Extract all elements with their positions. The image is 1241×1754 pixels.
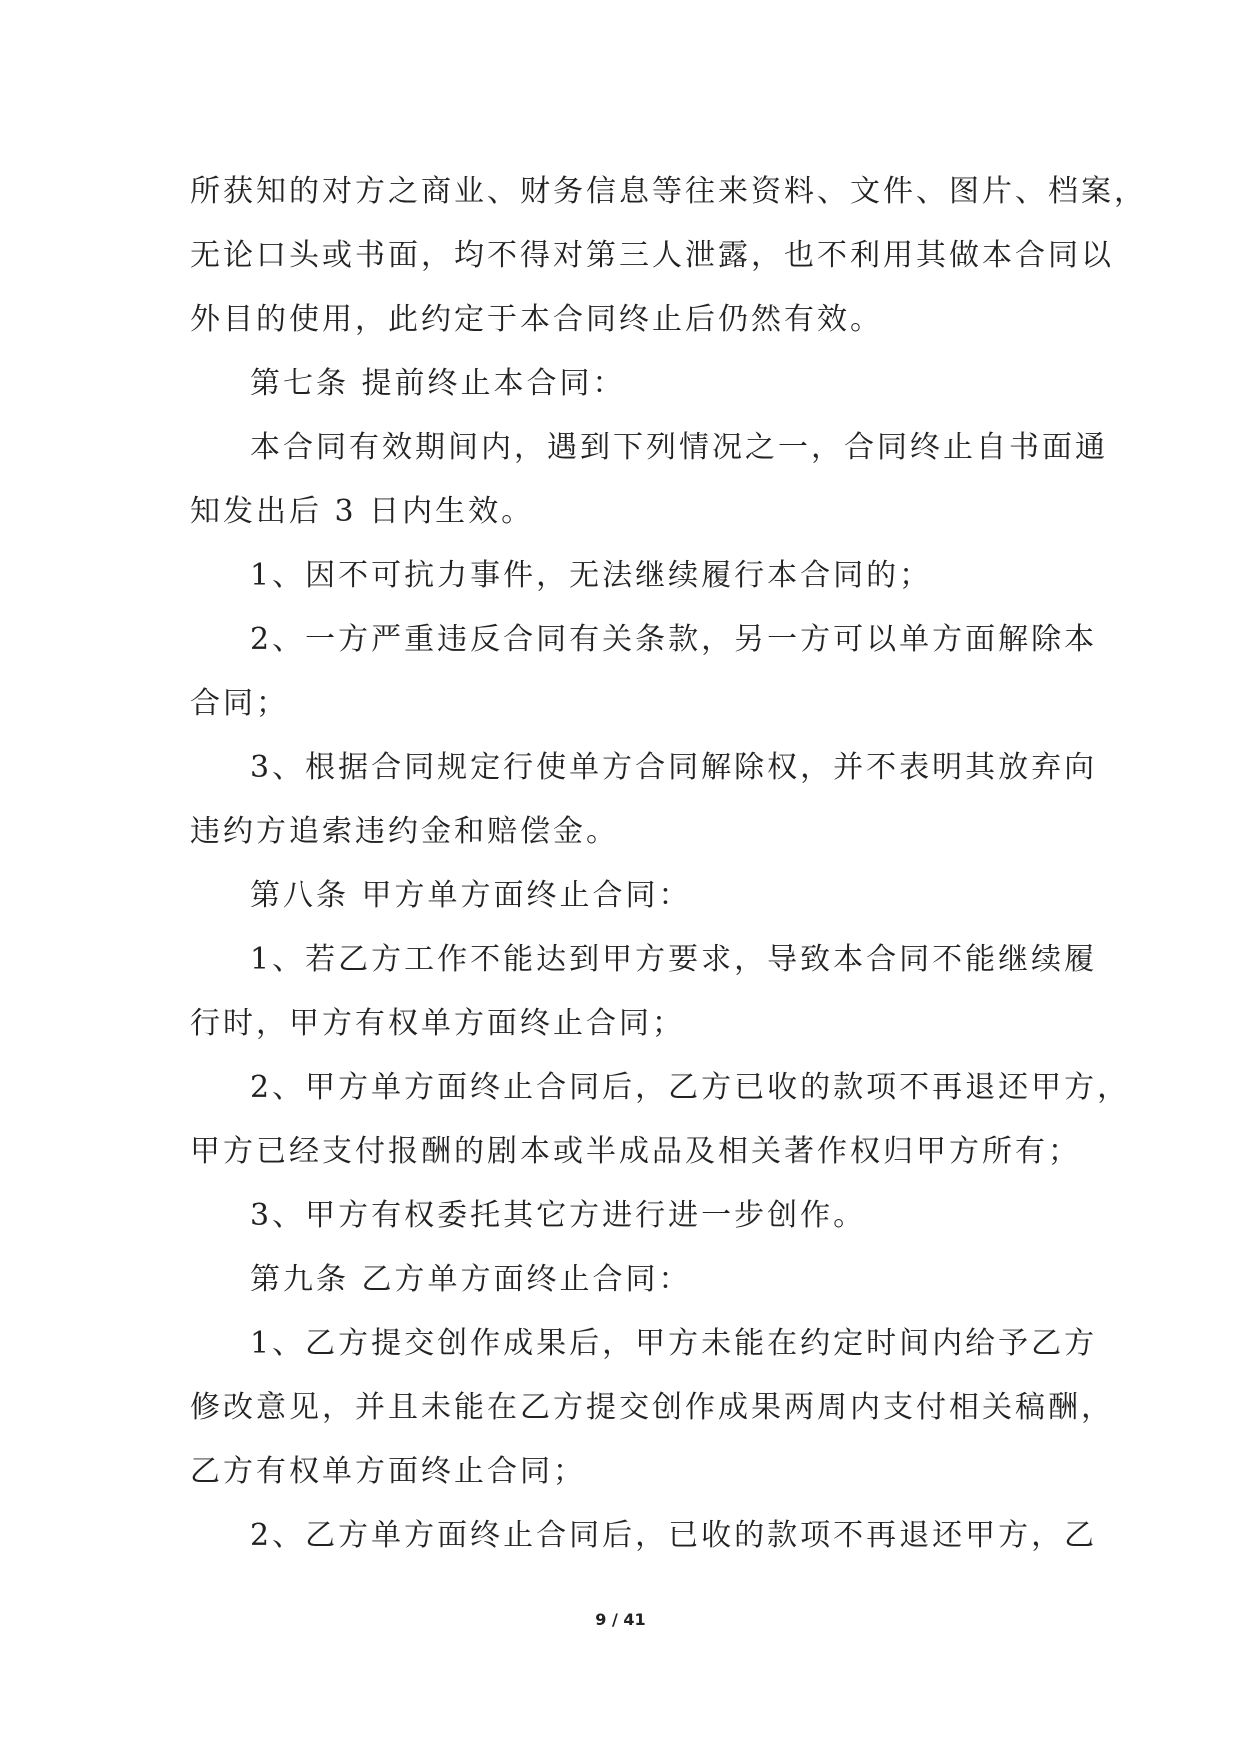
list-item: 1、因不可抗力事件，无法继续履行本合同的； (250, 558, 933, 593)
list-item: 2、一方严重违反合同有关条款，另一方可以单方面解除本 (250, 622, 1098, 657)
list-item: 3、根据合同规定行使单方合同解除权，并不表明其放弃向 (250, 750, 1098, 785)
contract-body-text (190, 160, 1147, 1568)
text-line: 知发出后 3 日内生效。 (190, 494, 535, 529)
article-8-heading: 第八条 甲方单方面终止合同： (250, 878, 692, 913)
page-number: 9 / 41 (595, 1610, 646, 1629)
text-line: 所获知的对方之商业、财务信息等往来资料、文件、图片、档案， (190, 174, 1147, 209)
text-line: 本合同有效期间内，遇到下列情况之一，合同终止自书面通 (250, 430, 1108, 465)
article-7-heading: 第七条 提前终止本合同： (250, 366, 626, 401)
text-line: 外目的使用，此约定于本合同终止后仍然有效。 (190, 302, 883, 337)
text-line: 乙方有权单方面终止合同； (190, 1454, 586, 1489)
article-9-heading: 第九条 乙方单方面终止合同： (250, 1262, 692, 1297)
text-line: 违约方追索违约金和赔偿金。 (190, 814, 619, 849)
text-line: 行时，甲方有权单方面终止合同； (190, 1006, 685, 1041)
list-item: 2、乙方单方面终止合同后，已收的款项不再退还甲方，乙 (250, 1518, 1098, 1553)
text-line: 合同； (190, 686, 289, 721)
text-line: 修改意见，并且未能在乙方提交创作成果两周内支付相关稿酬， (190, 1390, 1114, 1425)
list-item: 1、乙方提交创作成果后，甲方未能在约定时间内给予乙方 (250, 1326, 1098, 1361)
list-item: 2、甲方单方面终止合同后，乙方已收的款项不再退还甲方， (250, 1070, 1131, 1105)
list-item: 1、若乙方工作不能达到甲方要求，导致本合同不能继续履 (250, 942, 1098, 977)
list-item: 3、甲方有权委托其它方进行进一步创作。 (250, 1198, 867, 1233)
text-line: 无论口头或书面，均不得对第三人泄露，也不利用其做本合同以 (190, 238, 1114, 273)
text-line: 甲方已经支付报酬的剧本或半成品及相关著作权归甲方所有； (190, 1134, 1081, 1169)
